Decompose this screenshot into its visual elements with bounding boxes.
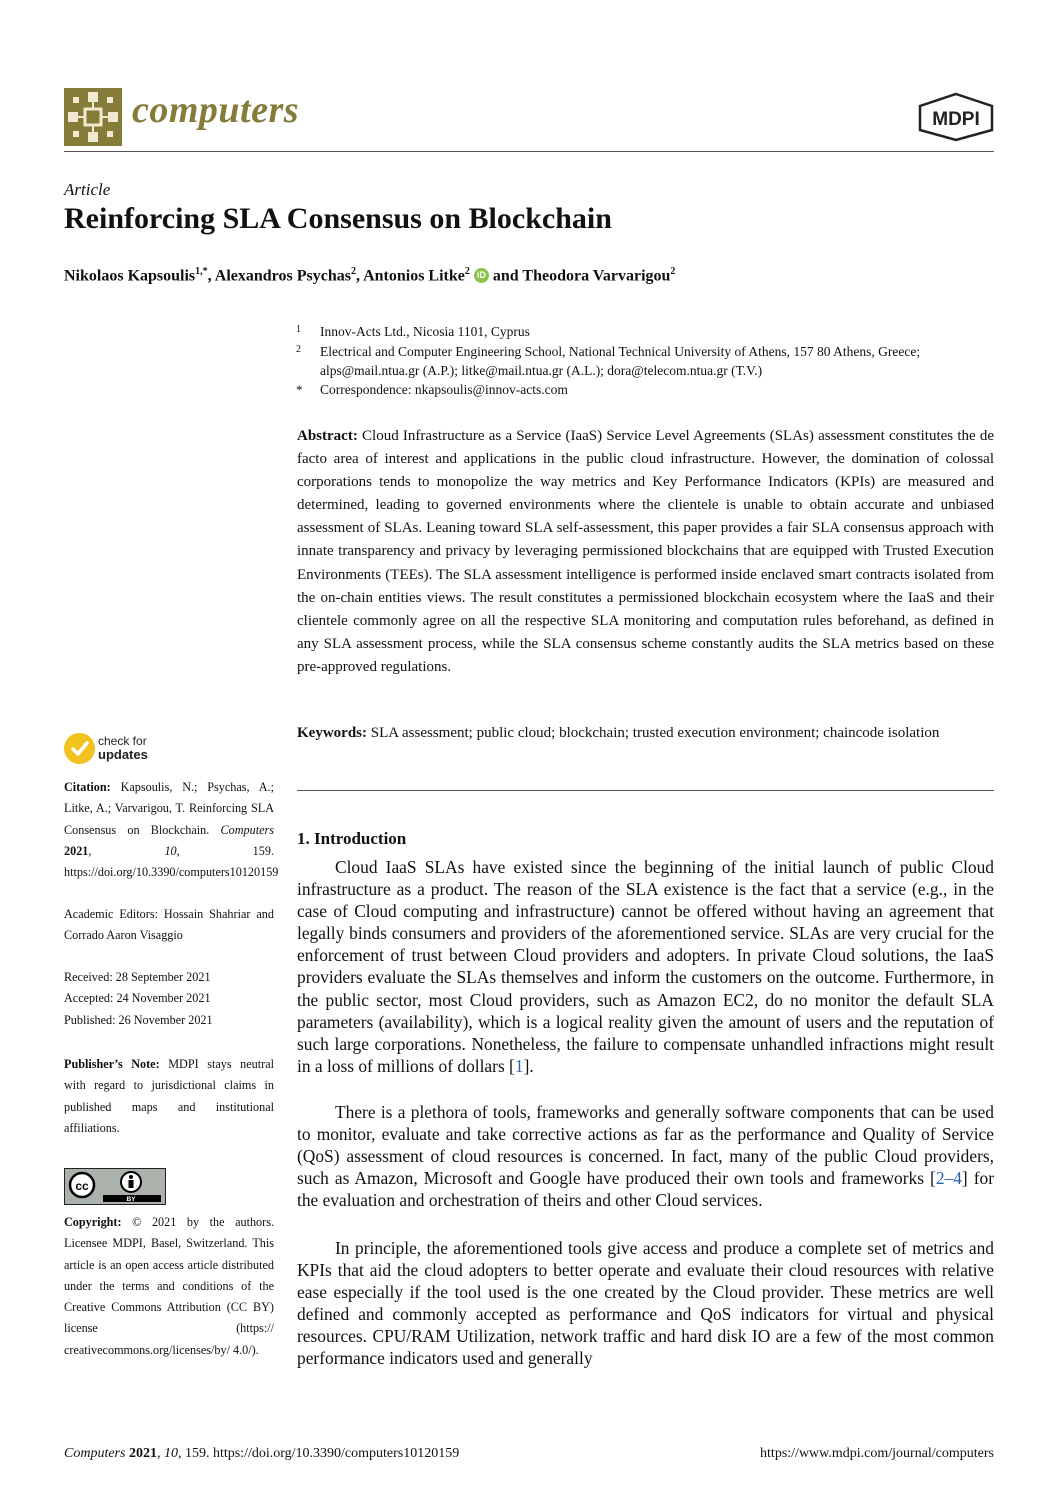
journal-name: computers [132, 89, 300, 131]
citation-link[interactable]: 1 [514, 1055, 524, 1076]
author-affiliation-mark: 1,* [195, 266, 208, 277]
section-heading: 1. Introduction [297, 829, 407, 848]
abstract-label: Abstract: [297, 428, 358, 444]
accepted-date: Accepted: 24 November 2021 [64, 991, 211, 1006]
body-paragraph: In principle, the aforementioned tools give access and produce a complete set of metrics and KPIs that aid the cloud adopters to better operate and evaluate their cloud resources with relative ease especially if the tool used is the one created by the Cloud provider. These metrics are well defined and commonly accepted as performance and QoS indicators for virtual and physical resources. CPU/RAM Utilization, network traffic and hard disk IO are a few of the most common performance indicators used and generally [297, 1238, 994, 1369]
keywords-label: Keywords: [297, 725, 367, 741]
check-label: check for [98, 734, 147, 748]
orcid-icon[interactable]: iD [474, 268, 489, 283]
author-name: Nikolaos Kapsoulis [64, 267, 196, 285]
footer-citation: Computers 2021, 10, 159. https://doi.org/10.3390/computers10120159 [64, 1446, 460, 1461]
abstract-text: Cloud Infrastructure as a Service (IaaS) Service Level Agreements (SLAs) assessment constitutes the de facto area of interest and applications in the public cloud infrastructure. However, the domination of colossal corporations tends to monopolize the way metrics and Key Performance Indicators (KPIs) are measured and determined, leading to governed environments where the clientele is unable to obtain accurate and unbiased assessment of SLAs. Leaning toward SLA self-assessment, this paper provides a fair SLA consensus approach with innate transparency and privacy by leveraging permissioned blockchains that are equipped with Trusted Execution Environments (TEEs). The SLA assessment intelligence is performed inside enclaved smart contracts isolated from the on-chain entities views. The result constitutes a permissioned blockchain ecosystem where the IaaS and their clientele commonly agree on all the respective SLA monitoring and computation rules beforehand, as defined in any SLA assessment process, while the SLA consensus scheme constantly audits the SLA metrics based on these pre-approved regulations. [297, 428, 995, 675]
author-name: Antonios Litke [363, 267, 465, 285]
article-type: Article [64, 180, 111, 199]
updates-label: updates [98, 747, 148, 762]
author-affiliation-mark: 2 [670, 266, 676, 277]
body-paragraph: There is a plethora of tools, frameworks and generally software components that can be used to monitor, evaluate and take corrective actions as far as the performance and Quality of Service (QoS) assessment of cloud resources is concerned. In fact, many of the public Cloud providers, such as Amazon, Microsoft and Google have produced their own tools and frameworks [2–4] for the evaluation and orchestration of theirs and other Cloud services. [297, 1102, 994, 1211]
citation-block: Citation: Kapsoulis, N.; Psychas, A.; Litke, A.; Varvarigou, T. Reinforcing SLA Consensus on Blockchain. Computers 2021, 10, 159. https://doi.org/10.3390/computers10120159 [64, 780, 279, 880]
cc-by-label: BY [126, 1196, 136, 1203]
svg-text:cc: cc [75, 1179, 89, 1193]
publication-dates [64, 967, 274, 1031]
publishers-note: Publisher’s Note: MDPI stays neutral with regard to jurisdictional claims in published maps and institutional affiliations. [64, 1057, 275, 1135]
copyright-block: Copyright: © 2021 by the authors. Licensee MDPI, Basel, Switzerland. This article is an open access article distributed under the terms and conditions of the Creative Commons Attribution (CC BY) license (https:// creativecommons.org/licenses/by/ 4.0/). [64, 1215, 274, 1357]
body-paragraph: Cloud IaaS SLAs have existed since the beginning of the initial launch of public Cloud infrastructure as a product. The reason of the SLA existence is the fact that a service (e.g., in the case of Cloud computing and infrastructure) cannot be offered without having an agreement that legally binds consumers and providers of the aforementioned service. SLAs are very crucial for the enforcement of trust between Cloud providers and adopters. In private Cloud solutions, the IaaS providers evaluate the SLAs themselves and inform the customers on the outcome. Furthermore, in the public sector, most Cloud providers, such as Amazon EC2, do no monitor the default SLA parameters (availability), which is a logical reality given the amount of users and the reputation of such large corporations. Nonetheless, the failure to compensate unhandled infractions might result in a loss of millions of dollars [1]. [297, 857, 994, 1076]
footer-journal-link[interactable]: https://www.mdpi.com/journal/computers [760, 1446, 994, 1461]
keywords [297, 722, 994, 745]
article-title: Reinforcing SLA Consensus on Blockchain [64, 202, 612, 235]
author-name: Theodora Varvarigou [522, 267, 671, 285]
abstract [297, 425, 994, 679]
academic-editors: Academic Editors: Hossain Shahriar and Corrado Aaron Visaggio [64, 907, 274, 943]
keywords-text: SLA assessment; public cloud; blockchain; trusted execution environment; chaincode isolation [370, 725, 940, 741]
author-list: Nikolaos Kapsoulis$^{1,*}$, Alexandros Psychas$^2$, Antonios Litke$^2$ iD and Theodora Varvarigou$^2$ [64, 266, 676, 285]
received-date: Received: 28 September 2021 [64, 970, 211, 984]
check-icon [64, 733, 95, 764]
author-affiliation-mark: 2 [350, 266, 356, 277]
cc-by-license-icon[interactable] [64, 1168, 166, 1205]
author-name: Alexandros Psychas [214, 267, 351, 285]
mdpi-logo[interactable] [918, 92, 994, 147]
header-rule [64, 151, 994, 152]
author-affiliation-mark: 2 [464, 266, 470, 277]
journal-logo-icon [64, 88, 122, 146]
section-divider [297, 790, 994, 791]
published-date: Published: 26 November 2021 [64, 1012, 213, 1027]
citation-link[interactable]: 2–4 [935, 1168, 962, 1189]
mdpi-logo-text: MDPI [932, 109, 980, 130]
